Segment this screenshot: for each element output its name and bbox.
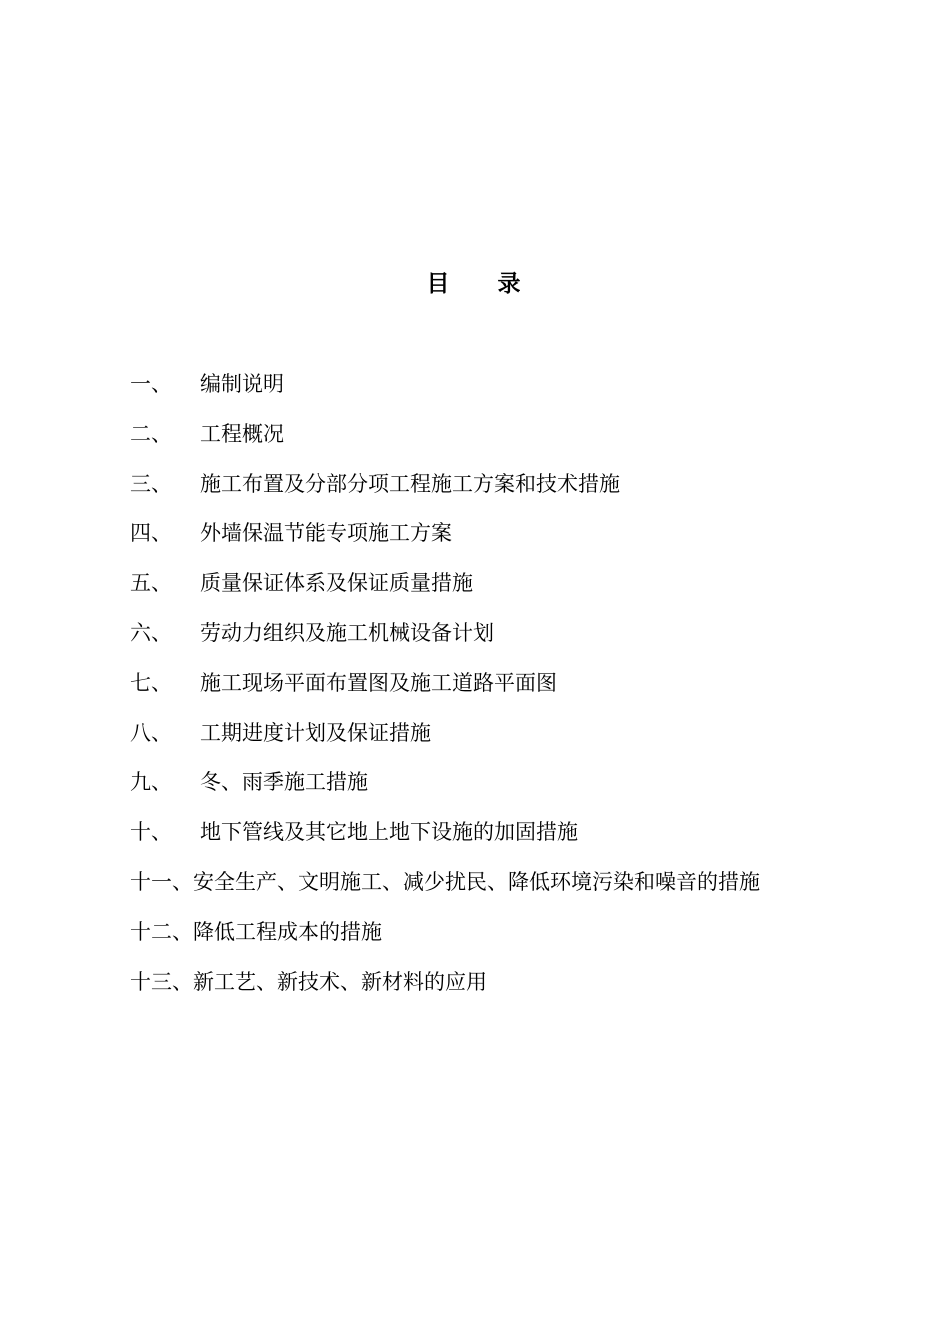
toc-entry-text: 新工艺、新技术、新材料的应用 bbox=[193, 969, 487, 994]
toc-entry bbox=[130, 366, 930, 416]
toc-entry-text: 工期进度计划及保证措施 bbox=[200, 720, 431, 745]
toc-entry bbox=[130, 515, 930, 565]
toc-entry-number: 六、 bbox=[130, 620, 172, 645]
toc-entry-text: 施工布置及分部分项工程施工方案和技术措施 bbox=[200, 471, 620, 496]
toc-entry-number: 十三、 bbox=[130, 969, 193, 994]
toc-entry-number: 五、 bbox=[130, 571, 172, 596]
toc-entry-text: 降低工程成本的措施 bbox=[193, 919, 382, 944]
toc-entry-text: 施工现场平面布置图及施工道路平面图 bbox=[200, 670, 557, 695]
toc-entry bbox=[130, 715, 930, 765]
toc-entry bbox=[130, 466, 930, 516]
toc-entry bbox=[130, 615, 930, 665]
toc-entry bbox=[130, 914, 930, 964]
toc-entry-number: 八、 bbox=[130, 720, 172, 745]
toc-entry-text: 安全生产、文明施工、减少扰民、降低环境污染和噪音的措施 bbox=[193, 869, 760, 894]
toc-entry-number: 一、 bbox=[130, 372, 172, 396]
toc-entry-number: 三、 bbox=[130, 471, 172, 496]
toc-entry-text: 质量保证体系及保证质量措施 bbox=[200, 571, 473, 596]
toc-entry-number: 二、 bbox=[130, 421, 172, 446]
toc-entry-number: 十一、 bbox=[130, 869, 193, 894]
toc-entry-text: 劳动力组织及施工机械设备计划 bbox=[200, 620, 494, 645]
toc-list bbox=[130, 366, 930, 1013]
toc-entry bbox=[130, 665, 930, 715]
toc-entry-number: 九、 bbox=[130, 770, 172, 795]
toc-entry-number: 七、 bbox=[130, 670, 172, 695]
toc-entry-text: 编制说明 bbox=[200, 372, 284, 396]
toc-entry-number: 十、 bbox=[130, 820, 172, 845]
toc-entry-number: 四、 bbox=[130, 521, 172, 546]
toc-entry bbox=[130, 864, 930, 914]
toc-entry-number: 十二、 bbox=[130, 919, 193, 944]
toc-entry bbox=[130, 565, 930, 615]
toc-entry bbox=[130, 764, 930, 814]
toc-title: 目 录 bbox=[426, 270, 541, 297]
toc-entry bbox=[130, 964, 930, 1014]
toc-entry-text: 工程概况 bbox=[200, 421, 284, 446]
toc-entry-text: 外墙保温节能专项施工方案 bbox=[200, 521, 452, 546]
toc-entry-text: 冬、雨季施工措施 bbox=[200, 770, 368, 795]
toc-entry-text: 地下管线及其它地上地下设施的加固措施 bbox=[200, 820, 578, 845]
toc-entry bbox=[130, 416, 930, 466]
toc-entry bbox=[130, 814, 930, 864]
